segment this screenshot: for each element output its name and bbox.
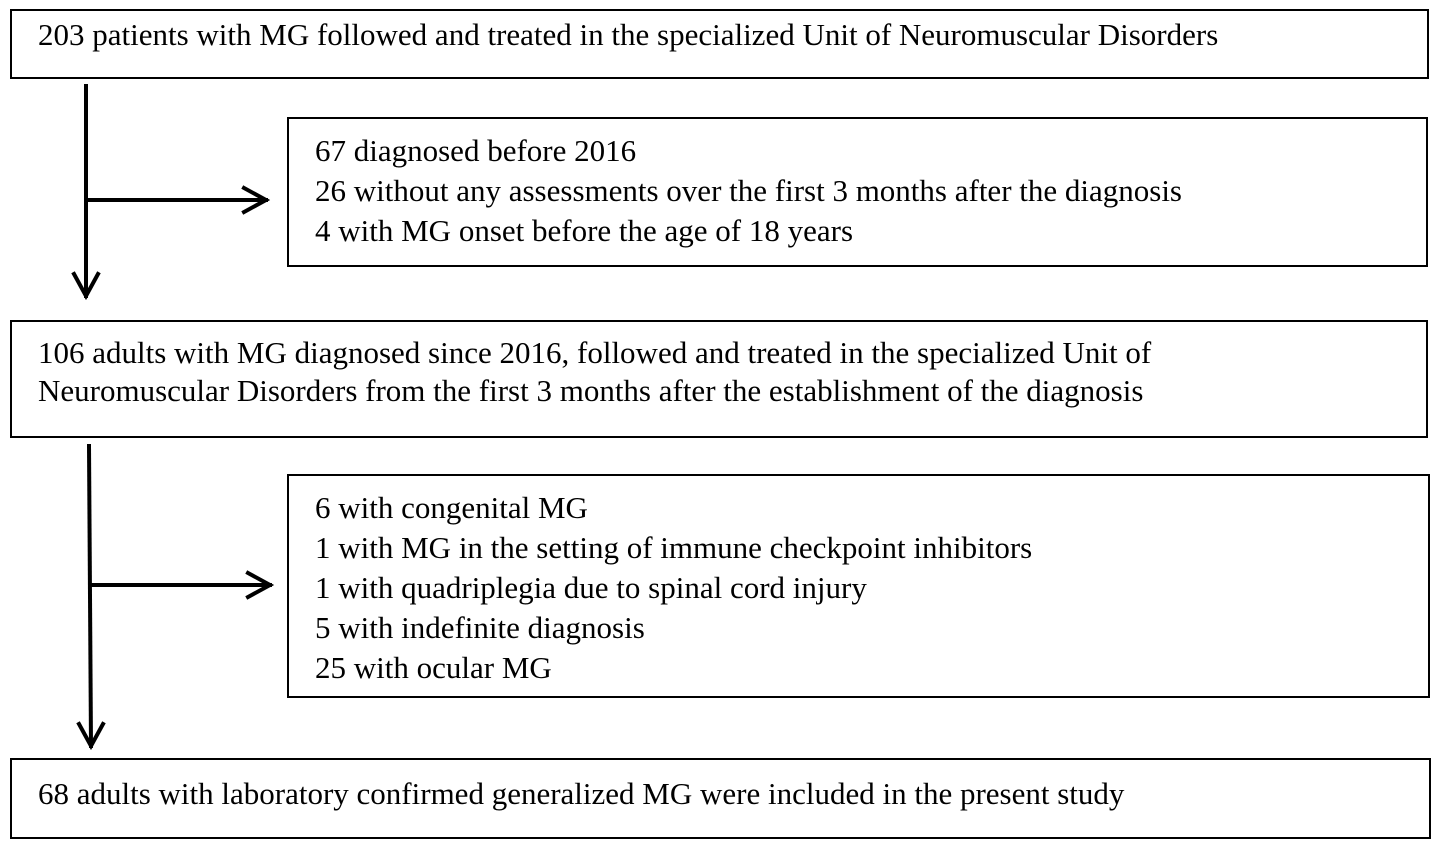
branch-arrow-2-head-icon <box>248 573 270 597</box>
branch-arrow-1-head-icon <box>244 188 266 212</box>
box-text-line: 67 diagnosed before 2016 <box>315 133 637 168</box>
total-patients-box <box>10 9 1429 79</box>
box-text-line: Neuromuscular Disorders from the first 3 months after the establishment of the diagnosis <box>38 373 1144 408</box>
box-text-line: 4 with MG onset before the age of 18 years <box>315 213 854 248</box>
down-arrow-2-head-icon <box>79 724 103 746</box>
box-text-line: 1 with MG in the setting of immune checkpoint inhibitors <box>315 530 1033 565</box>
box-text-line: 6 with congenital MG <box>315 490 588 525</box>
box-text-line: 26 without any assessments over the first 3 months after the diagnosis <box>315 173 1183 208</box>
box-text-line: 106 adults with MG diagnosed since 2016, followed and treated in the specialized Unit of <box>38 335 1152 370</box>
box-text-line: 5 with indefinite diagnosis <box>315 610 645 645</box>
intermediate-cohort-box <box>10 320 1428 438</box>
down-arrow-2-shaft <box>89 446 91 746</box>
box-text-line: 1 with quadriplegia due to spinal cord injury <box>315 570 867 605</box>
down-arrow-1-head-icon <box>74 274 98 296</box>
box-text-line: 25 with ocular MG <box>315 650 552 685</box>
exclusion-box-1 <box>287 117 1428 267</box>
exclusion-box-2 <box>287 474 1430 698</box>
box-text-line: 203 patients with MG followed and treated in the specialized Unit of Neuromuscular Disorders <box>38 17 1219 52</box>
final-cohort-box <box>10 758 1431 839</box>
box-text-line: 68 adults with laboratory confirmed generalized MG were included in the present study <box>38 776 1125 811</box>
